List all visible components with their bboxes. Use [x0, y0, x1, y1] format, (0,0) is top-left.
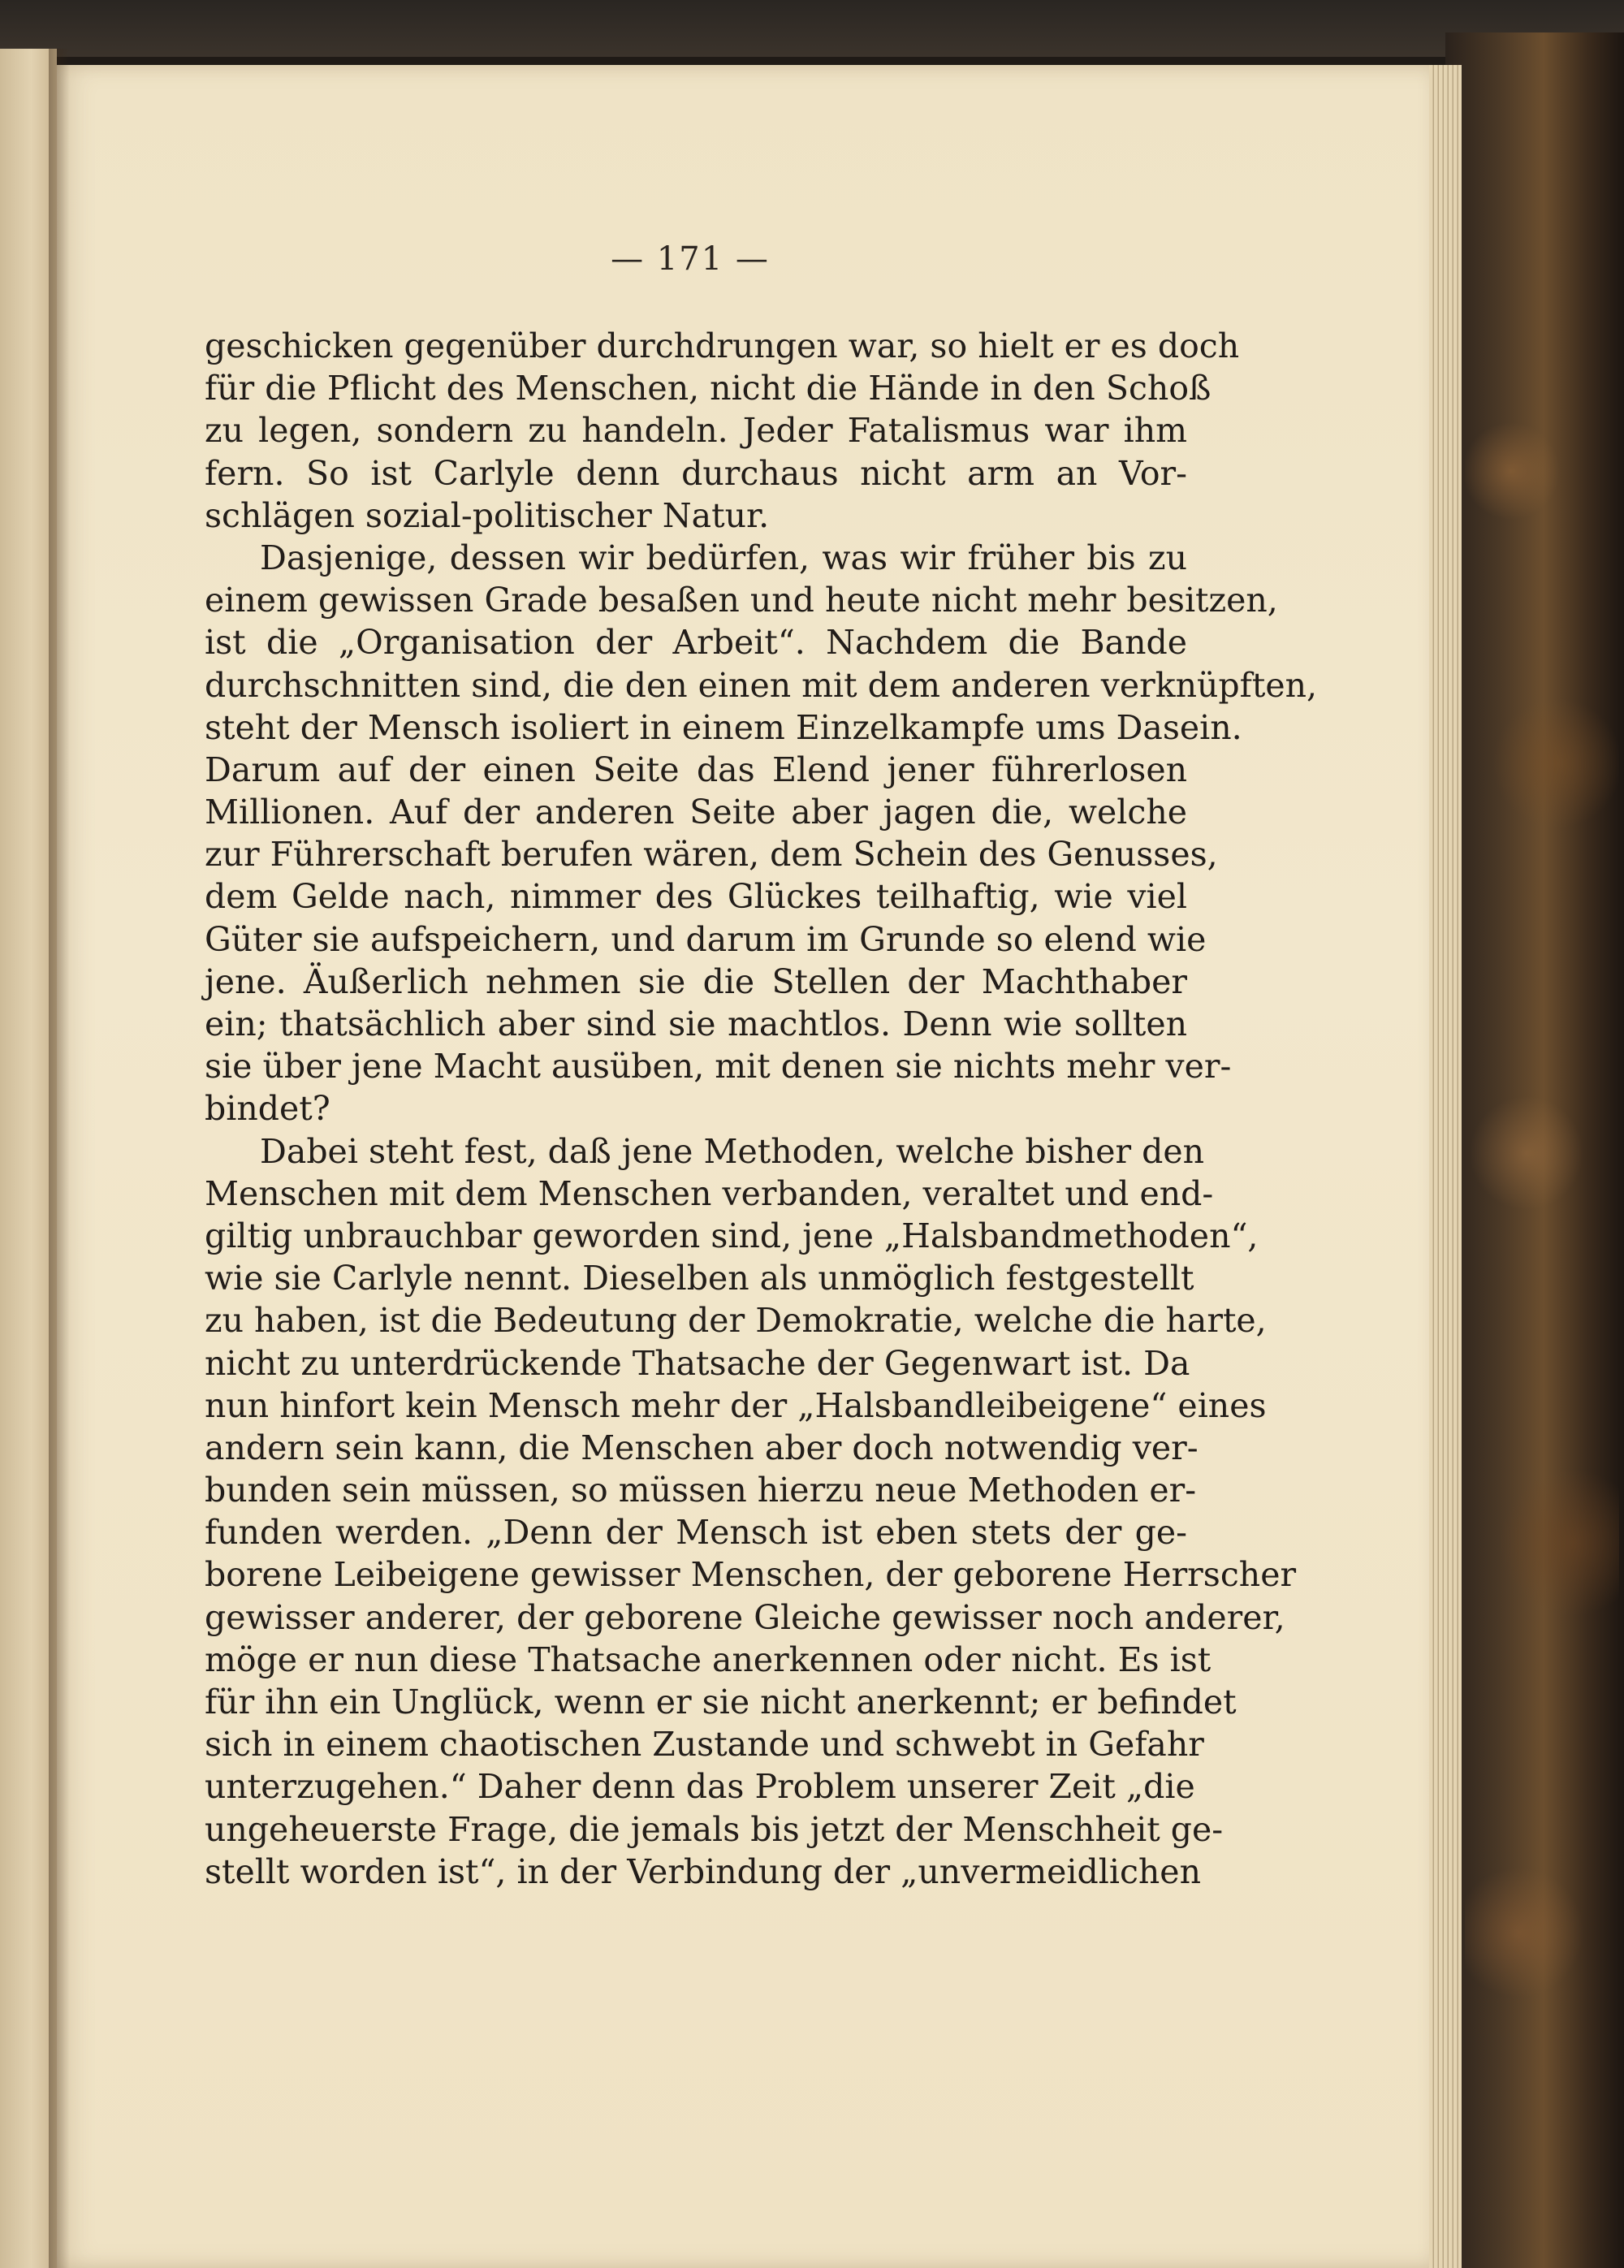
- text-line: schlägen sozial-politischer Natur.: [205, 495, 770, 535]
- book-top-edge: [0, 0, 1624, 57]
- text-line: andern sein kann, die Menschen aber doch notwendig ver-: [205, 1428, 1199, 1467]
- text-line: giltig unbrauchbar geworden sind, jene „Halsbandmethoden“,: [205, 1216, 1259, 1255]
- text-line: bunden sein müssen, so müssen hierzu neue Methoden er-: [205, 1471, 1197, 1510]
- text-line: Millionen. Auf der anderen Seite aber jagen die, welche: [205, 793, 1187, 832]
- text-line: Dabei steht fest, daß jene Methoden, welche bisher den: [260, 1131, 1205, 1171]
- text-line: ungeheuerste Frage, die jemals bis jetzt der Menschheit ge-: [205, 1809, 1224, 1849]
- text-line: für die Pflicht des Menschen, nicht die Hände in den Schoß: [205, 369, 1212, 408]
- text-line: jene. Äußerlich nehmen sie die Stellen der Machthaber: [205, 961, 1187, 1001]
- text-line: stellt worden ist“, in der Verbindung der „unvermeidlichen: [205, 1851, 1201, 1891]
- text-line: zu haben, ist die Bedeutung der Demokratie, welche die harte,: [205, 1301, 1267, 1341]
- text-line: ein; thatsächlich aber sind sie machtlos. Denn wie sollten: [205, 1004, 1187, 1043]
- text-line: fern. So ist Carlyle denn durchaus nicht arm an Vor-: [205, 453, 1187, 493]
- text-line: für ihn ein Unglück, wenn er sie nicht anerkennt; er befindet: [205, 1683, 1237, 1722]
- text-line: steht der Mensch isoliert in einem Einzelkampfe ums Dasein.: [205, 707, 1242, 747]
- text-line: möge er nun diese Thatsache anerkennen oder nicht. Es ist: [205, 1639, 1212, 1679]
- text-line: Dasjenige, dessen wir bedürfen, was wir früher bis zu: [260, 538, 1187, 577]
- text-line: einem gewissen Grade besaßen und heute nicht mehr besitzen,: [205, 581, 1278, 620]
- text-line: dem Gelde nach, nimmer des Glückes teilhaftig, wie viel: [205, 877, 1187, 917]
- text-line: ist die „Organisation der Arbeit“. Nachdem die Bande: [205, 623, 1187, 663]
- text-line: nicht zu unterdrückende Thatsache der Gegenwart ist. Da: [205, 1343, 1190, 1383]
- text-line: sie über jene Macht ausüben, mit denen sie nichts mehr ver-: [205, 1047, 1232, 1086]
- body-text: [205, 325, 1318, 1893]
- text-line: zur Führerschaft berufen wären, dem Schein des Genusses,: [205, 835, 1218, 875]
- text-line: bindet?: [205, 1089, 330, 1129]
- text-line: Darum auf der einen Seite das Elend jener führerlosen: [205, 750, 1187, 789]
- text-line: geschicken gegenüber durchdrungen war, so hielt er es doch: [205, 326, 1240, 365]
- text-line: borene Leibeigene gewisser Menschen, der geborene Herrscher: [205, 1555, 1297, 1595]
- text-line: Menschen mit dem Menschen verbanden, veraltet und end-: [205, 1173, 1214, 1213]
- text-line: funden werden. „Denn der Mensch ist eben stets der ge-: [205, 1513, 1187, 1553]
- text-line: sich in einem chaotischen Zustande und schwebt in Gefahr: [205, 1725, 1204, 1765]
- cover-marbling: [1465, 276, 1619, 2225]
- text-line: zu legen, sondern zu handeln. Jeder Fatalismus war ihm: [205, 411, 1187, 451]
- text-line: nun hinfort kein Mensch mehr der „Halsbandleibeigene“ eines: [205, 1385, 1267, 1425]
- text-line: Güter sie aufspeichern, und darum im Grunde so elend wie: [205, 919, 1207, 959]
- text-line: gewisser anderer, der geborene Gleiche gewisser noch anderer,: [205, 1597, 1285, 1637]
- page-number: — 171 —: [611, 240, 770, 278]
- text-line: wie sie Carlyle nennt. Dieselben als unmöglich festgestellt: [205, 1259, 1194, 1298]
- text-line: unterzugehen.“ Daher denn das Problem unserer Zeit „die: [205, 1767, 1195, 1807]
- text-line: durchschnitten sind, die den einen mit dem anderen verknüpften,: [205, 665, 1318, 705]
- gutter-shadow: [49, 49, 70, 2268]
- page-stack-edges: [1429, 65, 1462, 2268]
